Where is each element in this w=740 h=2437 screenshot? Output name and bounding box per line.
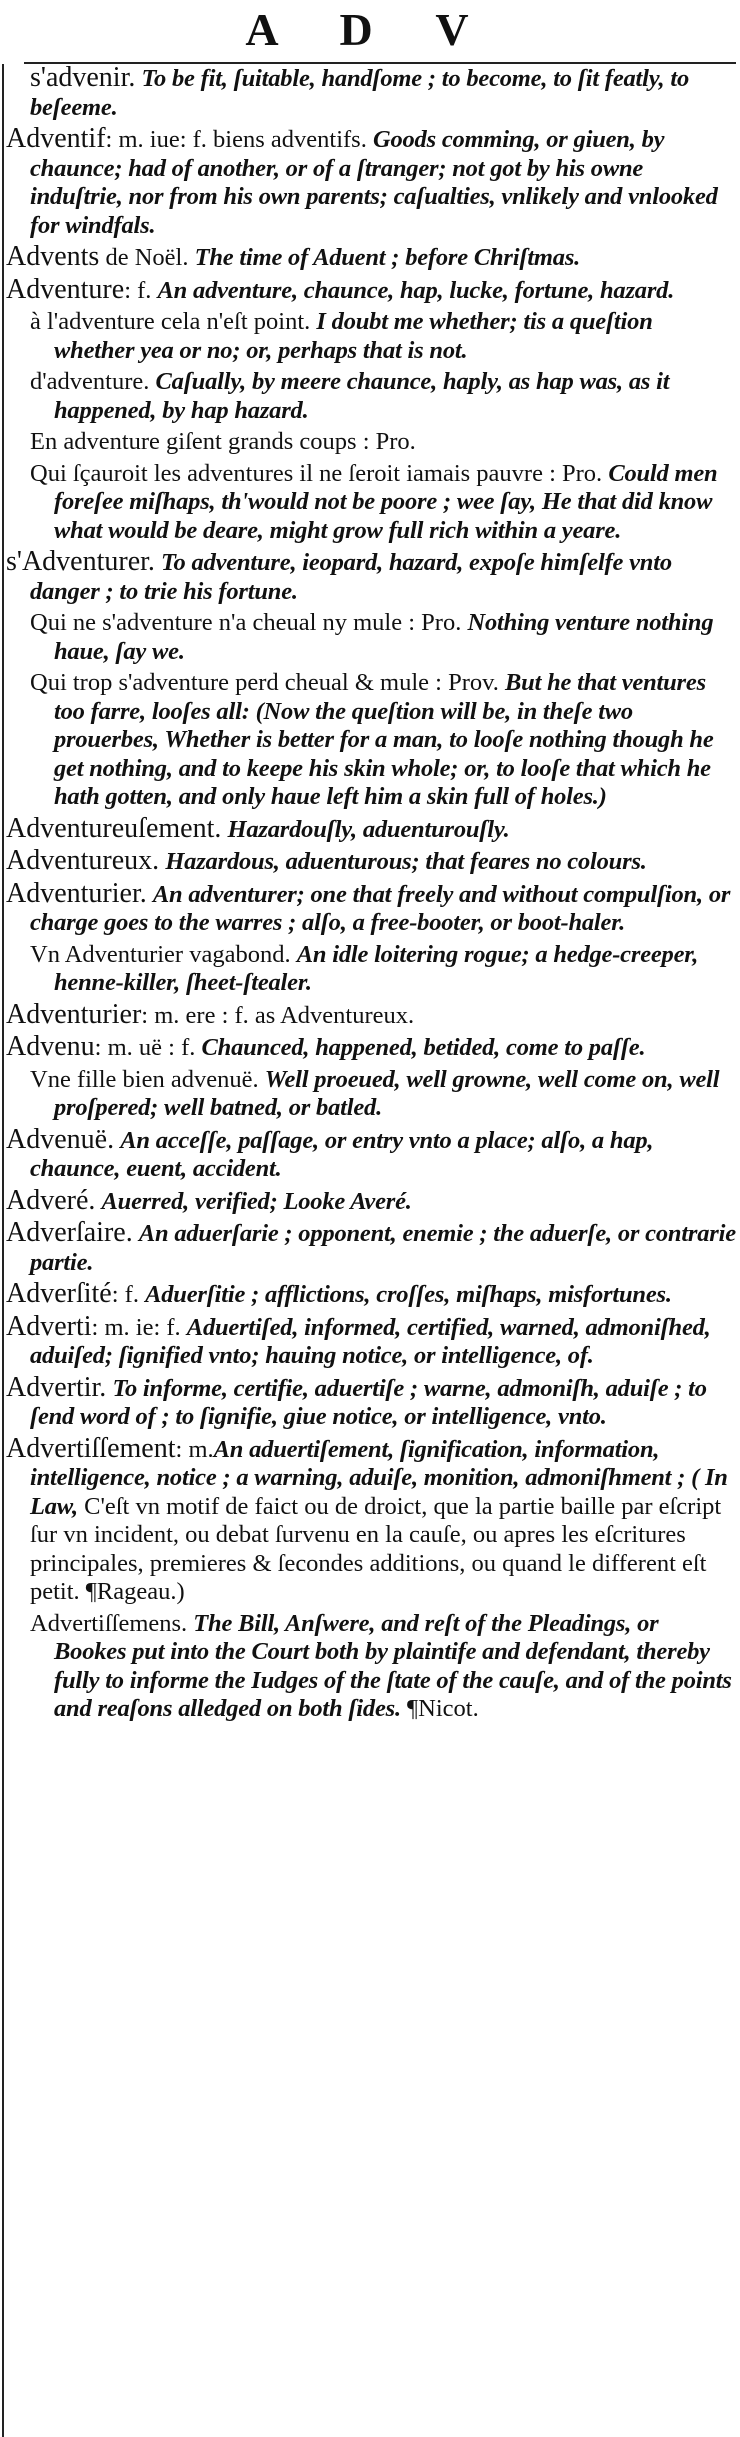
entry-adventif [6, 125, 736, 240]
entry-qui-trop [6, 669, 736, 812]
entry-adventurier-vagabond [6, 941, 736, 998]
source-citation: ¶Rageau.) [85, 1578, 185, 1605]
entry-adversaire [6, 1219, 736, 1277]
phrase: Qui trop s'adventure perd cheual & mule : Prov. [30, 669, 499, 696]
grammar: : m. uë : f. [94, 1034, 196, 1061]
definition: Goods comming, or giuen, by chaunce; had of another, or of a ſtranger; not got by his owne induſtrie, nor from his own parents; caſualties, vnlikely and vnlooked for windfals. [30, 126, 718, 239]
french-gloss: C'eſt vn motif de faict ou de droict, que la partie baille par eſcript ſur vn incident, ou debat ſurvenu en la cauſe, ou apres les eſcritures principales, premieres & ſecondes additions, ou quand le different eſt petit. [30, 1492, 722, 1605]
headword: Adventureux. [6, 845, 160, 876]
page-header: A D V [245, 4, 495, 55]
entry-adversite [6, 1280, 736, 1310]
entry-s-advenir [6, 64, 736, 122]
headword: Advertir. [6, 1371, 107, 1403]
headword: Adveré. [6, 1184, 96, 1216]
grammar: : m. ie: f. [91, 1313, 181, 1341]
definition: Aduerſitie ; afflictions, croſſes, miſhaps, misfortunes. [145, 1281, 672, 1308]
definition: Hazardous, aduenturous; that feares no colours. [165, 848, 647, 875]
entry-adverti [6, 1310, 736, 1371]
headword: Adventureuſement. [6, 812, 222, 844]
grammar: : f. [111, 1281, 139, 1308]
phrase: à l'adventure cela n'eſt point. [30, 308, 311, 335]
definition: An adventurer; one that freely and without compulſion, or charge goes to the warres ; alſo, a free-booter, or boot-haler. [30, 880, 731, 936]
entry-advents [6, 243, 736, 273]
entry-advenue [6, 1123, 736, 1184]
headword: Adventurier [6, 998, 142, 1030]
definition: Well proeued, well growne, well come on, well proſpered; well batned, or batled. [54, 1065, 720, 1121]
entry-a-l-adventure [6, 308, 736, 365]
phrase: Vne fille bien advenuë. [30, 1065, 259, 1093]
headword: Advenuë. [6, 1123, 115, 1155]
definition: I doubt me whether; tis a queſtion whether yea or no; or, perhaps that is not. [54, 308, 653, 364]
phrase: Advertiſſemens. [30, 1609, 188, 1637]
definition: The time of Aduent ; before Chriſtmas. [194, 244, 581, 271]
definition: To be fit, ſuitable, handſome ; to become, to ſit featly, to beſeeme. [30, 65, 690, 121]
grammar: : f. [124, 276, 152, 304]
entry-advertissemens [6, 1610, 736, 1724]
headword: Advenu [6, 1031, 95, 1062]
entry-qui-ne-s-adventure [6, 609, 736, 666]
headword: Advents [6, 241, 100, 272]
grammar: : m. [175, 1435, 214, 1463]
entry-adventureux [6, 847, 736, 877]
grammar: : m. iue: f. biens adventifs. [105, 126, 367, 153]
definition: Nothing venture nothing haue, ſay we. [54, 609, 714, 665]
definition: An aduertiſement, ſignification, information, intelligence, notice ; a warning, aduiſe, monition, admoniſhment ; ( In Law, [30, 1435, 728, 1520]
definition: Chaunced, happened, betided, come to paſſe. [201, 1034, 646, 1061]
definition: An idle loitering rogue; a hedge-creeper, henne-killer, ſheet-ſtealer. [54, 940, 699, 996]
headword: Adventif [6, 123, 106, 154]
definition: Caſually, by meere chaunce, haply, as hap was, as it happened, by hap hazard. [54, 368, 670, 424]
dictionary-column [6, 64, 736, 2434]
entry-adventurier-adj [6, 998, 736, 1031]
definition: To informe, certifie, aduertiſe ; warne, admoniſh, aduiſe ; to ſend word of ; to ſignifie, giue notice, or intelligence, vnto. [30, 1374, 707, 1430]
definition: An adventure, chaunce, hap, lucke, fortune, hazard. [157, 276, 675, 304]
grammar: de Noël. [99, 244, 189, 271]
entry-adventureusement [6, 812, 736, 845]
entry-d-adventure [6, 368, 736, 425]
phrase: Vn Adventurier vagabond. [30, 940, 291, 968]
column-rule [2, 64, 4, 2437]
definition: The Bill, Anſwere, and reſt of the Pleadings, or Bookes put into the Court both by plaintife and defendant, thereby fully to informe the Iudges of the ſtate of the cauſe, and of the points and reaſons alledged on both ſides. [54, 1609, 732, 1722]
headword: Adverſité [6, 1278, 112, 1309]
headword: Adverti [6, 1310, 92, 1342]
phrase: Qui ne s'adventure n'a cheual ny mule : Pro. [30, 609, 462, 636]
phrase: Qui ſçauroit les adventures il ne ſeroit iamais pauvre : Pro. [30, 459, 603, 487]
headword: Adventure [6, 273, 125, 305]
definition: To adventure, ieopard, hazard, expoſe himſelfe vnto danger ; to trie his fortune. [30, 549, 672, 605]
phrase: En adventure giſent grands coups : Pro. [30, 428, 416, 455]
entry-adventure [6, 273, 736, 306]
entry-en-adventure [6, 428, 736, 457]
source-citation: ¶Nicot. [407, 1695, 479, 1722]
phrase: d'adventure. [30, 368, 150, 395]
definition: But he that ventures too farre, looſes all: (Now the queſtion will be, in theſe two prouerbes, Whether is better for a man, to looſe nothing though he get nothing, and to keepe his skin whole; or, to looſe that which he hath gotten, and only haue left him a skin full of holes.) [54, 669, 714, 810]
definition: Could men foreſee miſhaps, th'would not be poore ; wee ſay, He that did know what would be deare, might grow full rich within a yeare. [54, 459, 718, 544]
headword: s'Adventurer. [6, 546, 155, 577]
definition: Aduertiſed, informed, certified, warned, admoniſhed, aduiſed; ſignified vnto; hauing notice, or intelligence, of. [30, 1313, 711, 1369]
entry-advenu [6, 1033, 736, 1063]
headword: Adverſaire. [6, 1217, 133, 1248]
headword: Adventurier. [6, 877, 147, 909]
definition: Hazardouſly, aduenturouſly. [227, 815, 510, 843]
grammar: : m. ere : f. as Adventureux. [141, 1001, 415, 1029]
entry-adventurier [6, 877, 736, 938]
entry-s-adventurer [6, 548, 736, 606]
headword: s'advenir. [30, 64, 136, 93]
headword: Advertiſſement [6, 1432, 176, 1464]
entry-qui-scauroit [6, 460, 736, 546]
entry-fille-advenue [6, 1066, 736, 1123]
entry-advertir [6, 1371, 736, 1432]
entry-advertissement [6, 1432, 736, 1607]
definition: An acceſſe, paſſage, or entry vnto a place; alſo, a hap, chaunce, euent, accident. [30, 1126, 654, 1182]
definition: Auerred, verified; Looke Averé. [101, 1187, 412, 1215]
definition: An aduerſarie ; opponent, enemie ; the aduerſe, or contrarie partie. [30, 1220, 736, 1276]
entry-advere [6, 1184, 736, 1217]
